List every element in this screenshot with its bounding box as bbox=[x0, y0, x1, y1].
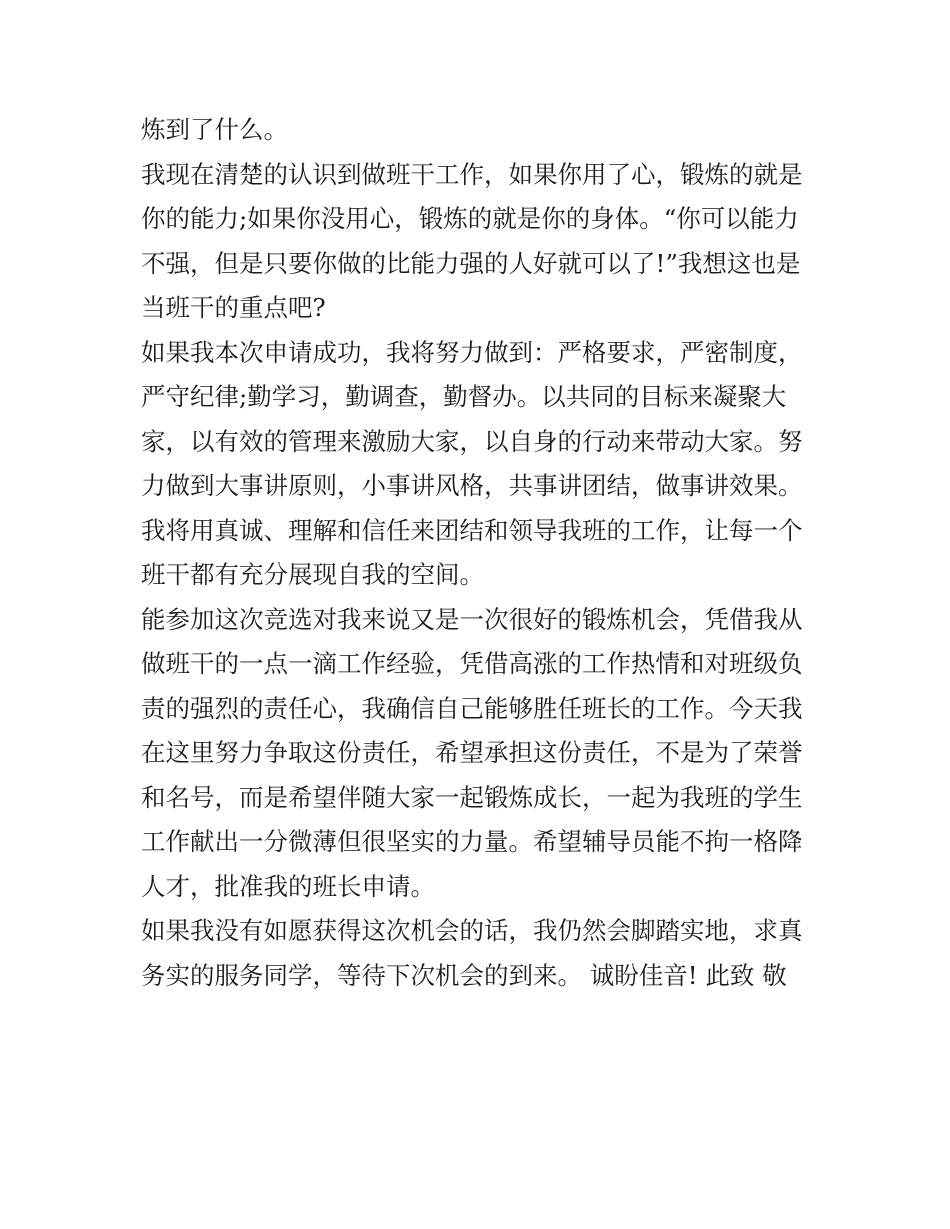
text-line: 力做到大事讲原则，小事讲风格，共事讲团结，做事讲效果。 bbox=[141, 471, 803, 500]
text-line: 做班干的一点一滴工作经验，凭借高涨的工作热情和对班级负 bbox=[141, 649, 803, 678]
text-line: 当班干的重点吧? bbox=[141, 293, 326, 322]
text-line: 和名号，而是希望伴随大家一起锻炼成长，一起为我班的学生 bbox=[141, 782, 803, 812]
text-line: 如果我没有如愿获得这次机会的话，我仍然会脚踏实地，求真 bbox=[141, 916, 803, 945]
body-text bbox=[141, 108, 821, 998]
text-line: 务实的服务同学，等待下次机会的到来。 诚盼佳音! 此致 敬 bbox=[141, 960, 787, 990]
text-line: 在这里努力争取这份责任，希望承担这份责任，不是为了荣誉 bbox=[141, 738, 803, 767]
text-line: 严守纪律;勤学习，勤调查，勤督办。以共同的目标来凝聚大 bbox=[141, 382, 787, 411]
text-line: 能参加这次竞选对我来说又是一次很好的锻炼机会，凭借我从 bbox=[141, 604, 803, 634]
text-line: 我现在清楚的认识到做班干工作，如果你用了心，锻炼的就是 bbox=[141, 159, 803, 189]
text-line: 家，以有效的管理来激励大家，以自身的行动来带动大家。努 bbox=[141, 426, 803, 456]
text-line: 炼到了什么。 bbox=[141, 115, 288, 144]
text-line: 不强，但是只要你做的比能力强的人好就可以了!”我想这也是 bbox=[141, 248, 801, 278]
text-line: 班干都有充分展现自我的空间。 bbox=[141, 560, 484, 589]
text-line: 你的能力;如果你没用心，锻炼的就是你的身体。“你可以能力 bbox=[141, 204, 799, 233]
text-line: 如果我本次申请成功，我将努力做到：严格要求，严密制度， bbox=[141, 337, 803, 367]
text-line: 工作献出一分微薄但很坚实的力量。希望辅导员能不拘一格降 bbox=[141, 827, 803, 856]
text-line: 我将用真诚、理解和信任来团结和领导我班的工作，让每一个 bbox=[141, 515, 803, 545]
text-line: 责的强烈的责任心，我确信自己能够胜任班长的工作。今天我 bbox=[141, 693, 803, 723]
text-line: 人才，批准我的班长申请。 bbox=[141, 871, 435, 901]
